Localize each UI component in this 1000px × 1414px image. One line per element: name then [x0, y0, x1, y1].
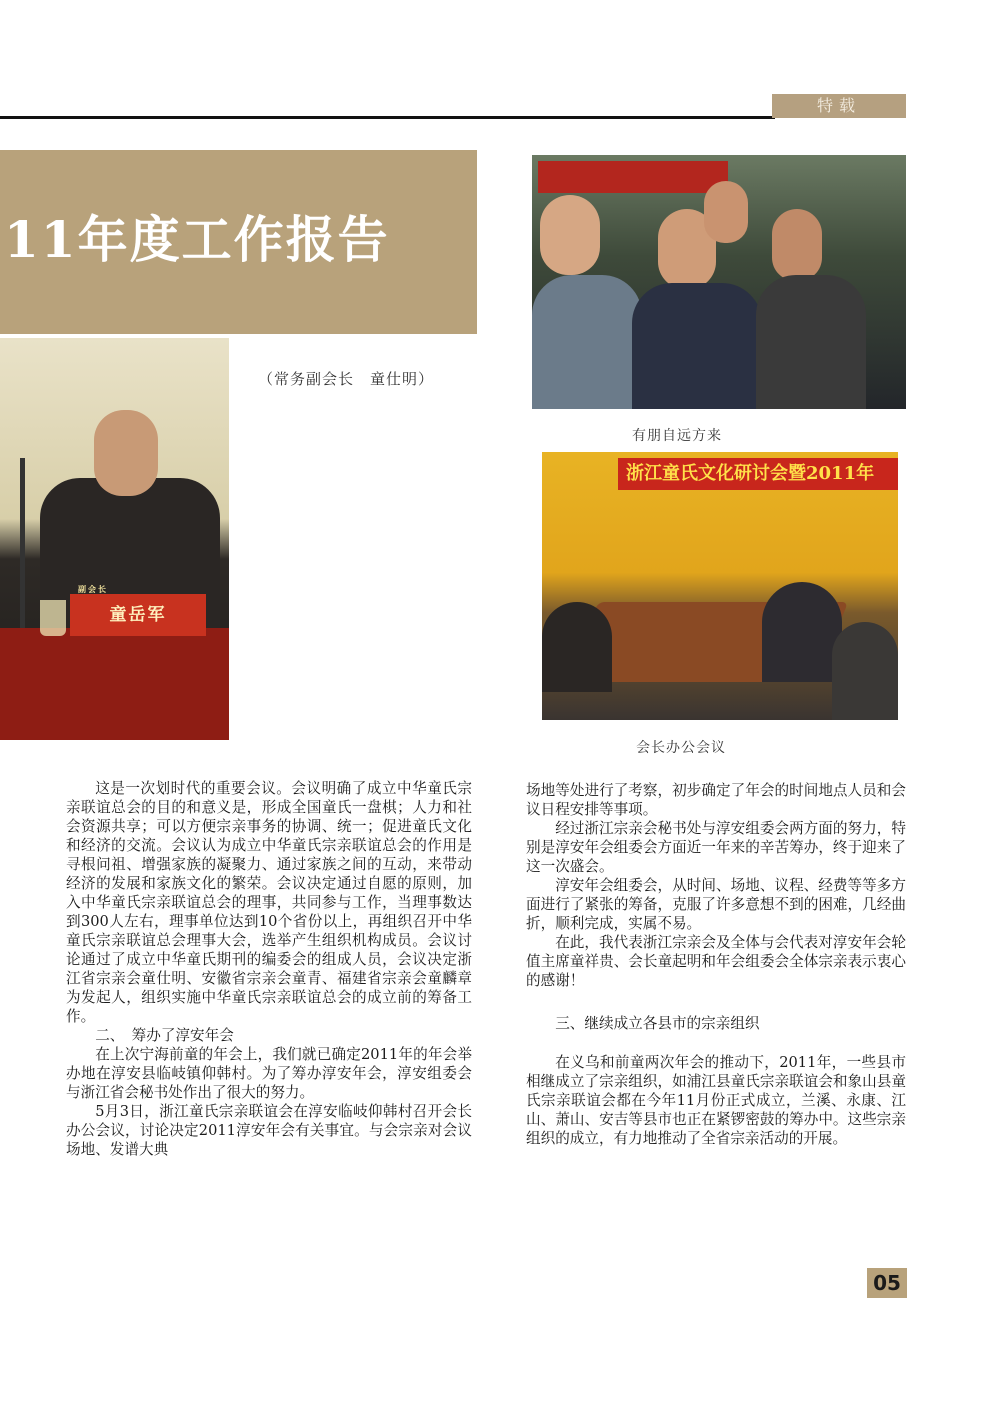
paragraph: 淳安年会组委会，从时间、场地、议程、经费等等多方面进行了紧张的筹备，克服了许多意想不到的困难，几经曲折，顺利完成，实属不易。 [526, 877, 906, 932]
speaker-photo [0, 338, 229, 740]
section-heading: 三、继续成立各县市的宗亲组织 [555, 1015, 760, 1032]
meeting-banner: 浙江童氏文化研讨会暨2011年 [618, 458, 898, 490]
page-number: 05 [867, 1268, 907, 1298]
cup-icon [40, 600, 66, 636]
microphone-icon [20, 458, 25, 628]
article-column-right [526, 781, 906, 1148]
paragraph: 场地等处进行了考察，初步确定了年会的时间地点人员和会议日程安排等事项。 [526, 782, 906, 818]
article-column-left [66, 779, 472, 1159]
nameplate-name: 童岳军 [109, 605, 167, 625]
attendee [542, 602, 612, 692]
red-table-cloth [0, 628, 229, 740]
paragraph: 在此，我代表浙江宗亲会及全体与会代表对淳安年会轮值主席童祥贵、会长童起明和年会组委会全体宗亲表示衷心的感谢！ [526, 934, 906, 989]
header-rule [0, 116, 775, 119]
building-sign [538, 161, 728, 193]
byline: （常务副会长 童仕明） [258, 370, 435, 388]
paragraph: 这是一次划时代的重要会议。会议明确了成立中华童氏宗亲联谊总会的目的和意义是，形成全国童氏一盘棋；人力和社会资源共享；可以方便宗亲事务的协调、统一；促进童氏文化和经济的交流。会议认为成立中华童氏宗亲联谊总会的作用是寻根问祖、增强家族的凝聚力、通过家族之间的互动，来带动经济的发展和家族文化的繁荣。会议决定通过自愿的原则，加入中华童氏宗亲联谊总会的理事，共同参与工作，当理事数达到300人左右，理事单位达到10个省份以上，再组织召开中华童氏宗亲联谊总会理事大会，选举产生组织机构成员。会议讨论通过了成立中华童氏期刊的编委会的组成人员，会议决定浙江省宗亲会童仕明、安徽省宗亲会童青、福建省宗亲会童麟章为发起人，组织实施中华童氏宗亲联谊总会的成立前的筹备工作。 [66, 780, 472, 1025]
section-tag: 特载 [772, 94, 906, 118]
paragraph: 在义乌和前童两次年会的推动下，2011年，一些县市相继成立了宗亲组织，如浦江县童氏宗亲联谊会和象山县童氏宗亲联谊会都在今年11月份正式成立，兰溪、永康、江山、萧山、安吉等县市也正在紧锣密鼓的筹办中。这些宗亲组织的成立，有力地推动了全省宗亲活动的开展。 [526, 1054, 906, 1147]
attendee [762, 582, 842, 682]
section-heading: 二、 筹办了淳安年会 [95, 1027, 234, 1044]
nameplate [70, 584, 206, 636]
crowd-caption: 有朋自远方来 [632, 428, 722, 444]
meeting-caption: 会长办公会议 [636, 740, 726, 756]
person-head [704, 181, 748, 243]
person-head [772, 209, 822, 281]
paragraph: 5月3日，浙江童氏宗亲联谊会在淳安临岐仰韩村召开会长办公会议，讨论决定2011淳安年会有关事宜。与会宗亲对会议场地、发谱大典 [66, 1103, 472, 1158]
meeting-photo [542, 452, 898, 720]
paragraph: 经过浙江宗亲会秘书处与淳安组委会两方面的努力，特别是淳安年会组委会方面近一年来的辛苦筹办，终于迎来了这一次盛会。 [526, 820, 906, 875]
nameplate-title: 副会长 [78, 584, 108, 594]
person-body [532, 275, 642, 409]
person-body [632, 283, 762, 409]
person-head [540, 195, 600, 275]
speaker-head [94, 410, 158, 496]
person-body [756, 275, 866, 409]
crowd-photo [532, 155, 906, 409]
paragraph: 在上次宁海前童的年会上，我们就已确定2011年的年会举办地在淳安县临岐镇仰韩村。为了筹办淳安年会，淳安组委会与浙江省会秘书处作出了很大的努力。 [66, 1046, 472, 1101]
article-title: 11年度工作报告 [4, 210, 390, 269]
attendee [832, 622, 898, 720]
